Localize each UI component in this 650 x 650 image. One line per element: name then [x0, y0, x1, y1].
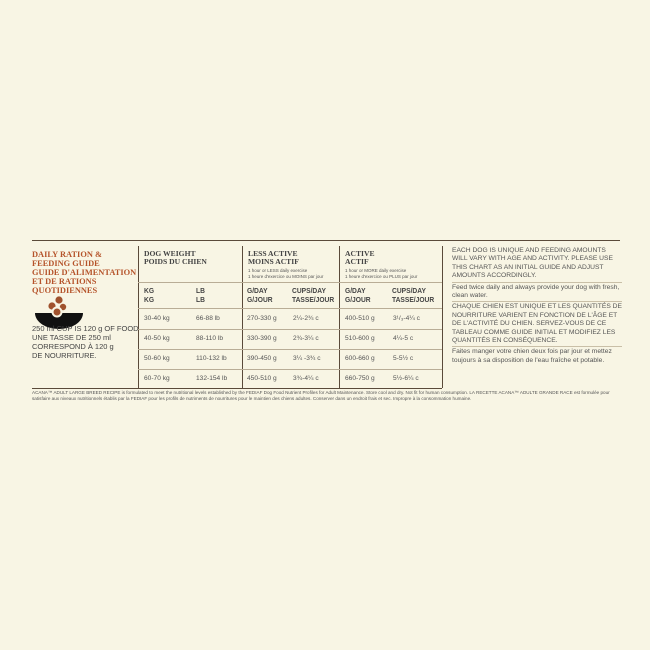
table-row [143, 309, 443, 329]
column-header-line: G/JOUR [247, 294, 273, 304]
column-header-line: TASSE/JOUR [392, 294, 435, 304]
instruction-paragraph: Feed twice daily and always provide your dog with fresh, clean water. [452, 284, 622, 303]
column-header-line: G/JOUR [345, 294, 371, 304]
feeding-instructions [452, 247, 622, 367]
title-line: DAILY RATION & [32, 250, 102, 259]
less-active-header [248, 250, 299, 266]
cell-cups-day-less-active: 3¼ -3¾ c [293, 355, 321, 362]
cell-g-day-less-active: 270-330 g [247, 315, 277, 322]
column-header-line: LB [196, 294, 205, 304]
column-header-line: CUPS/DAY [292, 286, 326, 295]
header-rule [138, 282, 442, 283]
cell-kg: 40-50 kg [144, 335, 170, 342]
title-line: GUIDE D'ALIMENTATION [32, 268, 137, 277]
header-line: MOINS ACTIF [248, 257, 299, 266]
header-line: POIDS DU CHIEN [144, 257, 207, 266]
title-line: ET DE RATIONS [32, 277, 97, 286]
feeding-guide-title [32, 250, 136, 295]
column-header-cups-day-less-active [292, 287, 334, 304]
note-line: UNE TASSE DE 250 ml [32, 333, 111, 342]
header-line: ACTIVE [345, 249, 375, 258]
active-header [345, 250, 375, 266]
header-line: ACTIF [345, 257, 369, 266]
cell-cups-day-active: 5½-6¼ c [393, 375, 419, 382]
table-divider [138, 246, 139, 388]
column-header-line: G/DAY [247, 286, 268, 295]
active-subtitle [345, 268, 417, 279]
cup-size-note [32, 324, 140, 360]
subtitle-line: 1 heure d'exercice ou PLUS par jour [345, 273, 418, 279]
note-line: 250 ml CUP IS 120 g OF FOOD [32, 324, 139, 333]
cell-g-day-active: 400-510 g [345, 315, 375, 322]
cell-g-day-less-active: 450-510 g [247, 375, 277, 382]
cell-cups-day-less-active: 2¼-2¾ c [293, 315, 319, 322]
feeding-guide-label [32, 240, 620, 410]
column-header-line: LB [196, 286, 205, 295]
column-header-lb [196, 287, 205, 304]
title-line: QUOTIDIENNES [32, 286, 98, 295]
column-header-line: G/DAY [345, 286, 366, 295]
subtitle-line: 1 heure d'exercice ou MOINS par jour [248, 273, 324, 279]
header-line: DOG WEIGHT [144, 249, 196, 258]
cell-cups-day-active: 3¹/₃-4¼ c [393, 315, 420, 322]
cell-g-day-active: 660-750 g [345, 375, 375, 382]
table-row [143, 329, 443, 349]
note-line: DE NOURRITURE. [32, 351, 97, 360]
subtitle-line: 1 hour or MORE daily exercise [345, 268, 407, 273]
subtitle-line: 1 hour or LESS daily exercise [248, 268, 308, 273]
note-line: CORRESPOND À 120 g [32, 342, 114, 351]
cell-lb: 88-110 lb [196, 335, 224, 342]
cell-g-day-active: 510-600 g [345, 335, 375, 342]
cell-cups-day-active: 4¼-5 c [393, 335, 414, 342]
cell-cups-day-less-active: 2¾-3¼ c [293, 335, 319, 342]
table-row [143, 369, 443, 389]
column-header-line: KG [144, 294, 155, 304]
cell-lb: 66-88 lb [196, 315, 220, 322]
cell-lb: 110-132 lb [196, 355, 227, 362]
cell-kg: 30-40 kg [144, 315, 170, 322]
cell-g-day-less-active: 390-450 g [247, 355, 277, 362]
instruction-paragraph: EACH DOG IS UNIQUE AND FEEDING AMOUNTS WILL VARY WITH AGE AND ACTIVITY. PLEASE USE THIS CHART AS AN INITIAL GUIDE AND ADJUST AMOUNTS ACCORDINGLY. [452, 247, 622, 283]
cell-kg: 50-60 kg [144, 355, 170, 362]
cell-g-day-active: 600-660 g [345, 355, 375, 362]
header-line: LESS ACTIVE [248, 249, 298, 258]
column-header-line: CUPS/DAY [392, 286, 426, 295]
title-line: FEEDING GUIDE [32, 259, 100, 268]
column-header-kg [144, 287, 154, 304]
column-header-g-day-active [345, 287, 371, 304]
less-active-subtitle [248, 268, 323, 279]
column-header-line: KG [144, 286, 155, 295]
cell-lb: 132-154 lb [196, 375, 228, 382]
dog-weight-header [144, 250, 207, 266]
table-row [143, 349, 443, 369]
top-rule [32, 240, 620, 241]
cell-cups-day-less-active: 3¾-4¼ c [293, 375, 319, 382]
cell-g-day-less-active: 330-390 g [247, 335, 277, 342]
instruction-paragraph: CHAQUE CHIEN EST UNIQUE ET LES QUANTITÉS DE NOURRITURE VARIENT EN FONCTION DE L'ÂGE ET DE L'ACTIVITÉ DU CHIEN. SERVEZ-VOUS DE CE TABLEAU COMME GUIDE INITIAL ET MODIFIEZ LES QUANTITÉS EN CONSÉQUENCE. [452, 303, 622, 347]
column-header-cups-day-active [392, 287, 434, 304]
bottom-rule [32, 388, 442, 389]
cell-cups-day-active: 5-5½ c [393, 355, 414, 362]
cell-kg: 60-70 kg [144, 375, 170, 382]
legal-footer: ACANA™ ADULT LARGE BREED RECIPE is formulated to meet the nutritional levels established by the FEDIAF Dog Food Nutrient Profiles for Adult Maintenance. Store cool and dry. Not fit for human consumption. LA RECETTE ACANA™ ADULTE GRANDE RACE est formulée pour satisfaire aux niveaux nutritionnels établis par la FEDIAF pour les profils de nutriments de nourritures pour le maintien des chiens adultes. Conserver dans un endroit frais et sec. Impropre à la consommation humaine. [32, 390, 610, 401]
column-header-line: TASSE/JOUR [292, 294, 335, 304]
instruction-paragraph: Faites manger votre chien deux fois par jour et mettez toujours à sa disposition de l'eau fraîche et potable. [452, 348, 612, 364]
column-header-g-day-less-active [247, 287, 273, 304]
